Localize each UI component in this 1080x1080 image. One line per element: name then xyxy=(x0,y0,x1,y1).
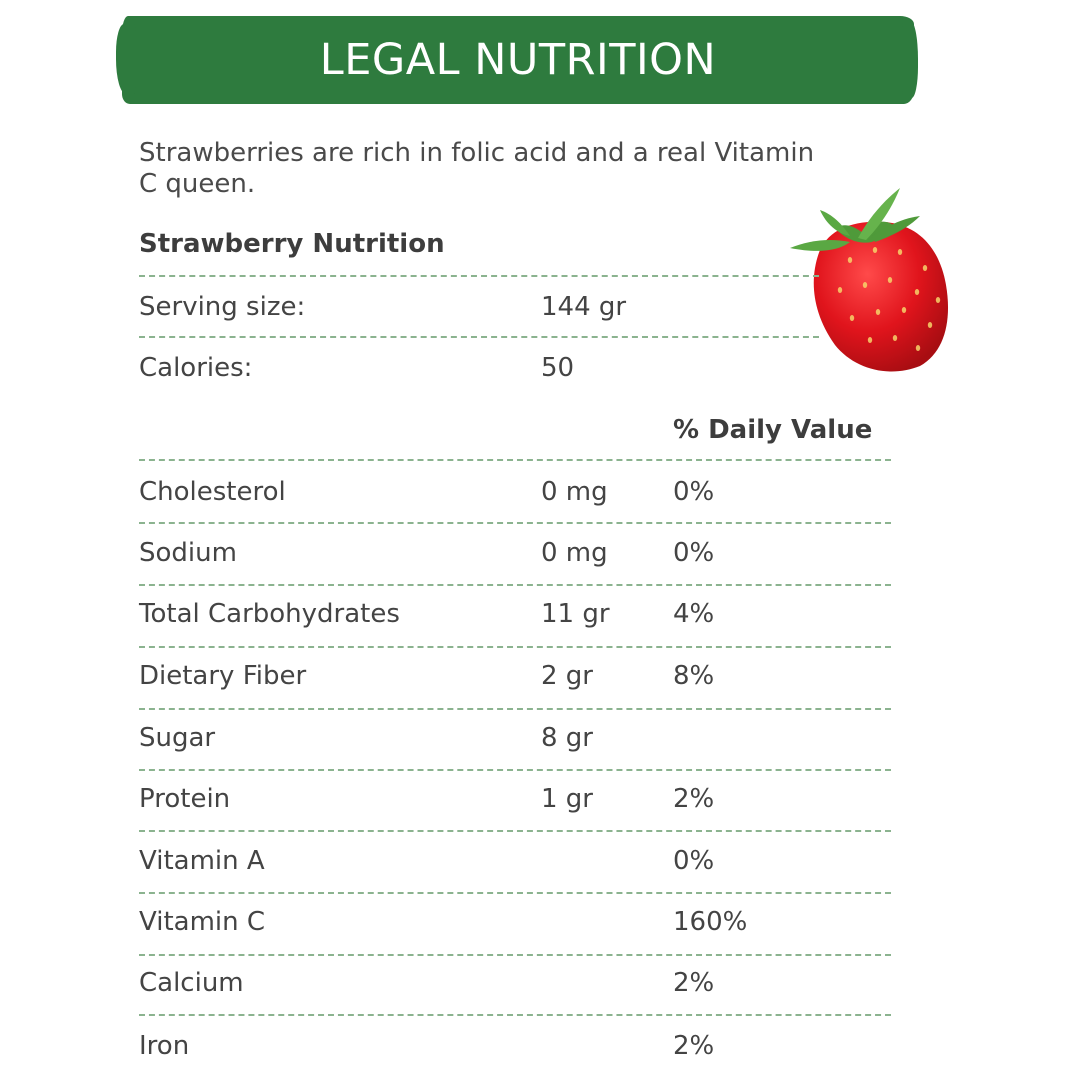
divider xyxy=(139,646,891,648)
divider xyxy=(139,275,819,277)
table-row xyxy=(0,902,1080,942)
nutrient-name: Total Carbohydrates xyxy=(139,599,400,629)
divider xyxy=(139,708,891,710)
nutrient-name: Iron xyxy=(139,1031,190,1061)
divider xyxy=(139,954,891,956)
nutrient-amount: 0 mg xyxy=(541,538,608,568)
nutrient-daily-value: 4% xyxy=(673,599,715,629)
table-row xyxy=(0,533,1080,573)
nutrient-name: Cholesterol xyxy=(139,477,286,507)
nutrient-name: Vitamin C xyxy=(139,907,266,937)
nutrient-daily-value: 0% xyxy=(673,477,715,507)
nutrient-daily-value: 0% xyxy=(673,538,715,568)
table-row xyxy=(0,841,1080,881)
nutrient-name: Sodium xyxy=(139,538,237,568)
table-row xyxy=(0,656,1080,696)
table-row xyxy=(0,963,1080,1003)
nutrient-daily-value: 2% xyxy=(673,968,715,998)
nutrient-name: Sugar xyxy=(139,723,216,753)
nutrient-amount: 0 mg xyxy=(541,477,608,507)
divider xyxy=(139,584,891,586)
divider xyxy=(139,830,891,832)
table-row xyxy=(0,594,1080,634)
nutrient-name: Dietary Fiber xyxy=(139,661,307,691)
nutrient-name: Protein xyxy=(139,784,231,814)
daily-value-header: % Daily Value xyxy=(673,415,873,445)
nutrient-name: Vitamin A xyxy=(139,846,265,876)
intro-text: Strawberries are rich in folic acid and a real Vitamin C queen. xyxy=(139,138,815,199)
table-row xyxy=(0,1026,1080,1066)
nutrient-daily-value: 2% xyxy=(673,1031,715,1061)
nutrient-daily-value: 8% xyxy=(673,661,715,691)
serving-size-value: 144 gr xyxy=(541,292,627,322)
nutrient-amount: 1 gr xyxy=(541,784,593,814)
nutrient-name: Calcium xyxy=(139,968,244,998)
nutrient-daily-value: 160% xyxy=(673,907,748,937)
divider xyxy=(139,459,891,461)
table-row xyxy=(0,472,1080,512)
divider xyxy=(139,522,891,524)
nutrient-daily-value: 2% xyxy=(673,784,715,814)
page-title: LEGAL NUTRITION xyxy=(319,35,717,85)
calories-value: 50 xyxy=(541,353,575,383)
divider xyxy=(139,769,891,771)
section-title: Strawberry Nutrition xyxy=(139,229,445,259)
serving-size-row xyxy=(0,287,1080,327)
nutrient-amount: 2 gr xyxy=(541,661,593,691)
divider xyxy=(139,892,891,894)
divider xyxy=(139,1014,891,1016)
table-row xyxy=(0,779,1080,819)
nutrient-daily-value: 0% xyxy=(673,846,715,876)
table-row xyxy=(0,718,1080,758)
divider xyxy=(139,336,819,338)
title-banner xyxy=(122,16,914,104)
serving-size-label: Serving size: xyxy=(139,292,306,322)
calories-label: Calories: xyxy=(139,353,253,383)
nutrient-amount: 11 gr xyxy=(541,599,610,629)
nutrient-amount: 8 gr xyxy=(541,723,593,753)
calories-row xyxy=(0,348,1080,388)
